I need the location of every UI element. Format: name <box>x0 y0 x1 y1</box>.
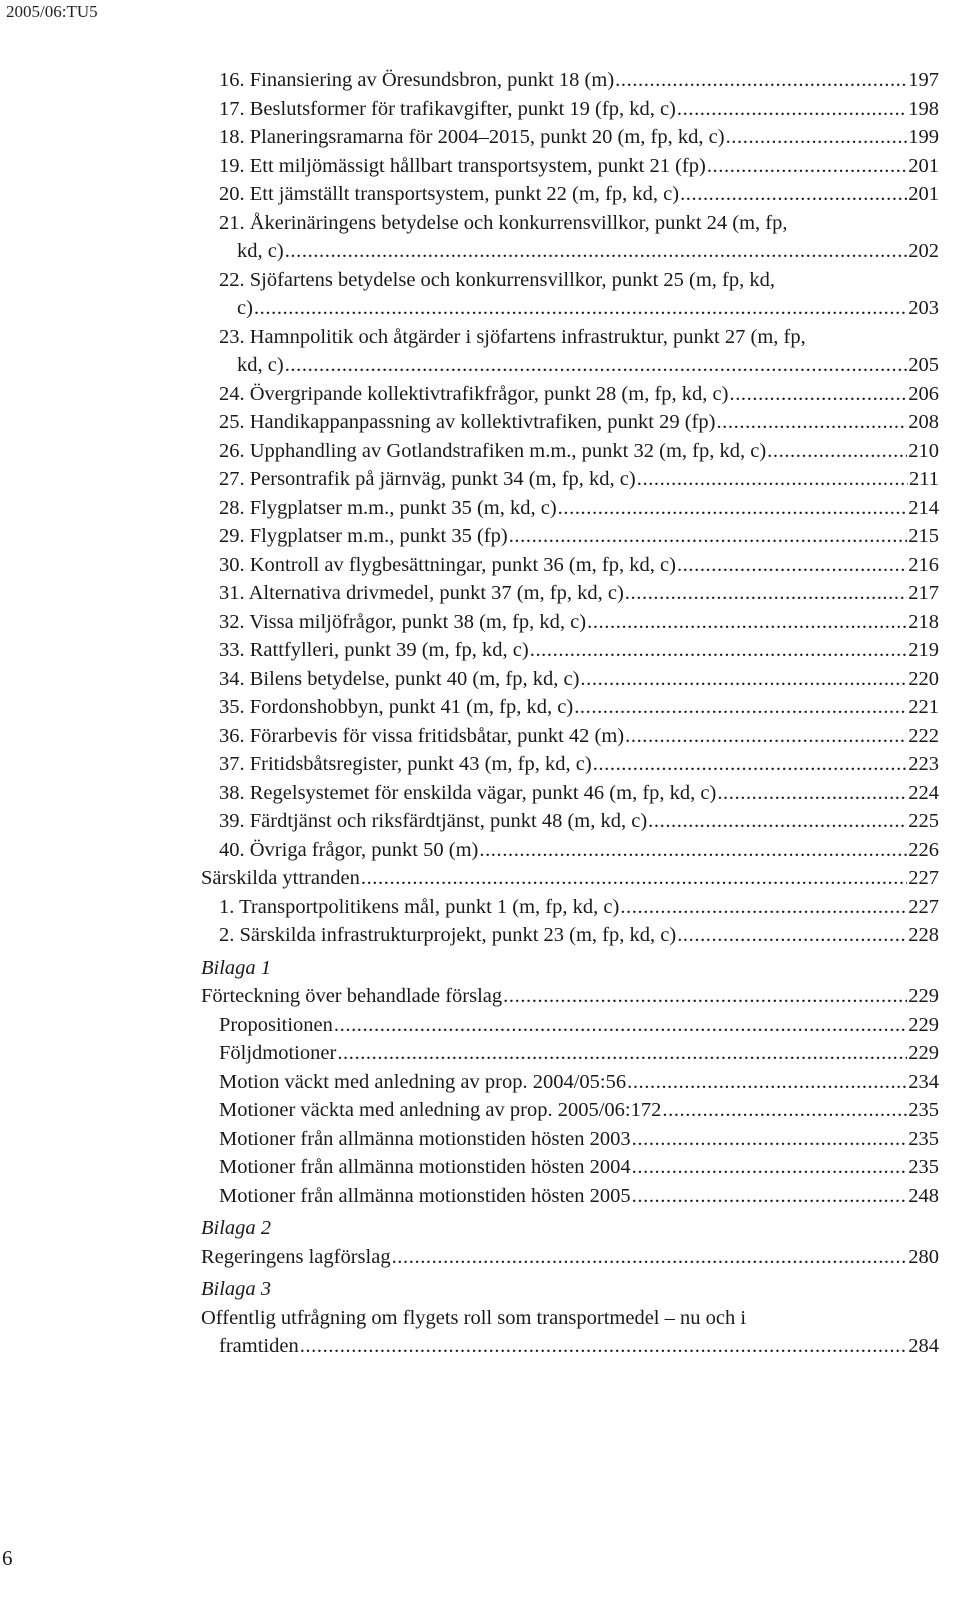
toc-entry-text: 35. Fordonshobbyn, punkt 41 (m, fp, kd, c) <box>219 696 574 718</box>
toc-entry-text: Offentlig utfrågning om flygets roll som transportmedel – nu och i <box>201 1306 747 1329</box>
leader-dots <box>593 750 908 779</box>
toc-entry-text: 32. Vissa miljöfrågor, punkt 38 (m, fp, kd, c) <box>219 610 587 633</box>
toc-entry-page: 228 <box>908 924 939 946</box>
leader-dots <box>530 636 908 665</box>
leader-dots <box>729 380 907 409</box>
toc-entry[interactable] <box>201 494 939 523</box>
leader-dots <box>625 722 907 751</box>
toc-entry-text: 34. Bilens betydelse, punkt 40 (m, fp, kd, c) <box>219 667 580 690</box>
toc-entry-page: 211 <box>909 468 939 490</box>
bilaga-2-label: Bilaga 2 <box>201 1217 272 1239</box>
toc-entry-page: 223 <box>908 753 939 775</box>
toc-entry-page: 235 <box>908 1099 939 1121</box>
toc-entry-page: 280 <box>908 1245 939 1268</box>
toc-entry-page: 225 <box>908 810 939 832</box>
leader-dots <box>285 351 908 380</box>
toc-entry-page: 217 <box>908 582 939 604</box>
toc-entry-text: 38. Regelsystemet för enskilda vägar, punkt 46 (m, fp, kd, c) <box>219 781 717 804</box>
toc-entry-text: 27. Persontrafik på järnväg, punkt 34 (m, fp, kd, c) <box>219 468 636 490</box>
toc-entry-wrapped-line1[interactable] <box>201 323 939 352</box>
toc-entry[interactable] <box>201 123 939 152</box>
toc-entry-text: Följdmotioner <box>219 1042 337 1064</box>
toc-entry-page: 199 <box>908 126 939 148</box>
toc-section-sarskilda-yttranden[interactable] <box>201 864 939 893</box>
toc-entry-page: 229 <box>908 1042 939 1064</box>
leader-dots <box>587 608 907 637</box>
toc-entry[interactable] <box>201 95 939 124</box>
toc-entry-wrapped-line2[interactable] <box>201 237 939 266</box>
toc-entry[interactable] <box>201 722 939 751</box>
toc-entry-page: 203 <box>908 297 939 319</box>
toc-entry-text: 33. Rattfylleri, punkt 39 (m, fp, kd, c) <box>219 639 529 661</box>
toc-entry-text: Motion väckt med anledning av prop. 2004/05:56 <box>219 1070 627 1093</box>
toc-entry[interactable] <box>201 380 939 409</box>
toc-entry[interactable] <box>201 152 939 181</box>
toc-entry[interactable] <box>201 836 939 865</box>
leader-dots <box>558 494 908 523</box>
leader-dots <box>707 152 907 181</box>
toc-entry-text: kd, c) <box>237 354 284 376</box>
toc-entry-page: 218 <box>908 610 939 633</box>
toc-entry-text: Motioner väckta med anledning av prop. 2005/06:172 <box>219 1099 662 1121</box>
toc-entry[interactable] <box>201 693 939 722</box>
toc-entry-text: 21. Åkerinäringens betydelse och konkurrensvillkor, punkt 24 (m, fp, <box>219 211 788 234</box>
toc-entry-page: 248 <box>908 1184 939 1207</box>
toc-entry-text: 18. Planeringsramarna för 2004–2015, punkt 20 (m, fp, kd, c) <box>219 126 725 148</box>
toc-entry-text: 29. Flygplatser m.m., punkt 35 (fp) <box>219 525 508 547</box>
toc-entry-page: 219 <box>908 639 939 661</box>
toc-entry-text: 17. Beslutsformer för trafikavgifter, punkt 19 (fp, kd, c) <box>219 97 676 120</box>
leader-dots <box>479 836 907 865</box>
toc-entry-text: Motioner från allmänna motionstiden hösten 2003 <box>219 1127 631 1150</box>
toc-entry[interactable] <box>201 551 939 580</box>
toc-entry-page: 224 <box>908 781 939 804</box>
toc-entry[interactable] <box>201 180 939 209</box>
toc-entry-page: 197 <box>908 69 939 91</box>
toc-entry-text: Särskilda yttranden <box>201 867 360 889</box>
toc-entry-text: 28. Flygplatser m.m., punkt 35 (m, kd, c) <box>219 496 557 519</box>
leader-dots <box>677 551 907 580</box>
toc-entry-page: 226 <box>908 838 939 861</box>
leader-dots <box>300 1332 908 1361</box>
toc-section-forteckning[interactable] <box>201 982 939 1011</box>
toc-entry-text: 25. Handikappanpassning av kollektivtrafiken, punkt 29 (fp) <box>219 411 716 433</box>
leader-dots <box>632 1125 908 1154</box>
table-of-contents <box>201 66 939 1361</box>
toc-entry[interactable] <box>201 921 939 950</box>
leader-dots <box>254 294 907 323</box>
toc-entry-page: 235 <box>908 1127 939 1150</box>
toc-entry-page: 208 <box>908 411 939 433</box>
toc-entry-page: 215 <box>908 525 939 547</box>
toc-entry-page: 202 <box>908 240 939 262</box>
toc-entry[interactable] <box>201 1011 939 1040</box>
toc-entry-text: 36. Förarbevis för vissa fritidsbåtar, punkt 42 (m) <box>219 724 625 747</box>
toc-entry[interactable] <box>201 1039 939 1068</box>
toc-entry[interactable] <box>201 1153 939 1182</box>
leader-dots <box>625 579 907 608</box>
toc-entry[interactable] <box>201 408 939 437</box>
leader-dots <box>662 1096 907 1125</box>
toc-entry-text: framtiden <box>219 1335 299 1357</box>
toc-entry-text: 23. Hamnpolitik och åtgärder i sjöfartens infrastruktur, punkt 27 (m, fp, <box>219 325 806 348</box>
toc-entry-text: 1. Transportpolitikens mål, punkt 1 (m, fp, kd, c) <box>219 895 620 918</box>
toc-entry-text: 20. Ett jämställt transportsystem, punkt 22 (m, fp, kd, c) <box>219 183 680 205</box>
leader-dots <box>574 693 907 722</box>
leader-dots <box>509 522 908 551</box>
leader-dots <box>726 123 908 152</box>
leader-dots <box>337 1039 907 1068</box>
toc-entry-text: 22. Sjöfartens betydelse och konkurrensvillkor, punkt 25 (m, fp, kd, <box>219 268 776 291</box>
toc-entry[interactable] <box>201 1182 939 1211</box>
toc-section-offentlig-utfragning-line2[interactable] <box>201 1332 939 1361</box>
bilaga-1-label: Bilaga 1 <box>201 956 272 979</box>
toc-entry-text: 19. Ett miljömässigt hållbart transportsystem, punkt 21 (fp) <box>219 154 706 177</box>
toc-entry-text: 26. Upphandling av Gotlandstrafiken m.m., punkt 32 (m, fp, kd, c) <box>219 439 767 462</box>
toc-entry-page: 206 <box>908 382 939 405</box>
toc-entry[interactable] <box>201 750 939 779</box>
toc-entry-text: kd, c) <box>237 240 284 262</box>
toc-entry[interactable] <box>201 1068 939 1097</box>
toc-entry-text: 24. Övergripande kollektivtrafikfrågor, punkt 28 (m, fp, kd, c) <box>219 382 729 405</box>
toc-entry-page: 229 <box>908 1013 939 1036</box>
bilaga-3-label: Bilaga 3 <box>201 1278 272 1300</box>
toc-entry-page: 227 <box>908 895 939 918</box>
leader-dots <box>637 465 908 494</box>
toc-entry-page: 205 <box>908 354 939 376</box>
leader-dots <box>716 408 907 437</box>
toc-entry-page: 229 <box>908 985 939 1007</box>
toc-entry[interactable] <box>201 893 939 922</box>
toc-entry-text: Förteckning över behandlade förslag <box>201 985 503 1007</box>
toc-entry-page: 220 <box>908 667 939 690</box>
leader-dots <box>334 1011 907 1040</box>
toc-entry-page: 201 <box>908 154 939 177</box>
toc-entry-page: 235 <box>908 1156 939 1178</box>
toc-entry-page: 198 <box>908 97 939 120</box>
toc-entry-wrapped-line1[interactable] <box>201 209 939 238</box>
toc-entry[interactable] <box>201 437 939 466</box>
toc-entry-text: 39. Färdtjänst och riksfärdtjänst, punkt 48 (m, kd, c) <box>219 810 648 832</box>
toc-entry-text: 31. Alternativa drivmedel, punkt 37 (m, fp, kd, c) <box>219 582 624 604</box>
toc-entry-text: 2. Särskilda infrastrukturprojekt, punkt 23 (m, fp, kd, c) <box>219 924 677 946</box>
toc-entry[interactable] <box>201 779 939 808</box>
toc-entry-page: 210 <box>908 439 939 462</box>
leader-dots <box>615 66 907 95</box>
toc-entry-text: 16. Finansiering av Öresundsbron, punkt 18 (m) <box>219 69 615 91</box>
toc-entry-text: Propositionen <box>219 1013 333 1036</box>
toc-entry-wrapped-line1[interactable] <box>201 266 939 295</box>
toc-entry-page: 201 <box>908 183 939 205</box>
leader-dots <box>392 1243 908 1272</box>
leader-dots <box>717 779 907 808</box>
toc-section-offentlig-utfragning-line1[interactable] <box>201 1304 939 1333</box>
toc-entry[interactable] <box>201 807 939 836</box>
toc-entry-page: 222 <box>908 724 939 747</box>
toc-entry-text: c) <box>237 297 253 319</box>
toc-section-regeringens-lagforslag[interactable] <box>201 1243 939 1272</box>
toc-entry[interactable] <box>201 636 939 665</box>
toc-entry[interactable] <box>201 66 939 95</box>
leader-dots <box>620 893 907 922</box>
toc-entry-text: Regeringens lagförslag <box>201 1245 391 1268</box>
toc-entry-page: 216 <box>908 553 939 576</box>
leader-dots <box>503 982 907 1011</box>
leader-dots <box>677 95 907 124</box>
toc-entry[interactable] <box>201 1096 939 1125</box>
toc-entry-text: Motioner från allmänna motionstiden hösten 2005 <box>219 1184 631 1207</box>
toc-entry-text: 30. Kontroll av flygbesättningar, punkt 36 (m, fp, kd, c) <box>219 553 676 576</box>
toc-entry[interactable] <box>201 665 939 694</box>
toc-entry[interactable] <box>201 465 939 494</box>
toc-entry-wrapped-line2[interactable] <box>201 351 939 380</box>
toc-entry[interactable] <box>201 579 939 608</box>
toc-entry-wrapped-line2[interactable] <box>201 294 939 323</box>
document-code: 2005/06:TU5 <box>6 2 98 21</box>
toc-entry-page: 284 <box>908 1335 939 1357</box>
toc-entry[interactable] <box>201 608 939 637</box>
toc-entry-page: 221 <box>908 696 939 718</box>
toc-entry-text: 37. Fritidsbåtsregister, punkt 43 (m, fp, kd, c) <box>219 753 592 775</box>
leader-dots <box>627 1068 907 1097</box>
leader-dots <box>680 180 907 209</box>
toc-entry-text: 40. Övriga frågor, punkt 50 (m) <box>219 838 479 861</box>
leader-dots <box>361 864 907 893</box>
page-number: 6 <box>2 1546 13 1570</box>
leader-dots <box>767 437 907 466</box>
toc-entry-page: 214 <box>908 496 939 519</box>
toc-entry[interactable] <box>201 522 939 551</box>
leader-dots <box>677 921 907 950</box>
leader-dots <box>580 665 907 694</box>
leader-dots <box>632 1153 908 1182</box>
toc-entry-page: 227 <box>908 867 939 889</box>
toc-entry-text: Motioner från allmänna motionstiden hösten 2004 <box>219 1156 631 1178</box>
leader-dots <box>285 237 908 266</box>
toc-entry-page: 234 <box>908 1070 939 1093</box>
leader-dots <box>648 807 907 836</box>
toc-entry[interactable] <box>201 1125 939 1154</box>
leader-dots <box>632 1182 908 1211</box>
